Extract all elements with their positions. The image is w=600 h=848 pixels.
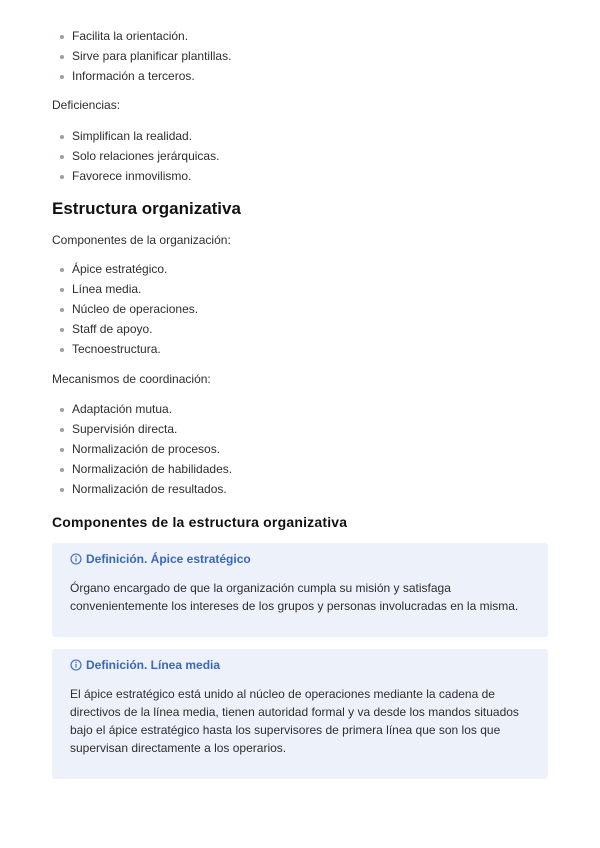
- deficiencias-label: Deficiencias:: [52, 98, 121, 112]
- info-circle-icon: [70, 553, 86, 565]
- list-ventajas: [52, 26, 548, 86]
- callout-definition-apice: [52, 543, 548, 637]
- list-item: Supervisión directa.: [72, 419, 548, 439]
- list-item: Normalización de habilidades.: [72, 459, 548, 479]
- callout-title: [70, 657, 530, 673]
- list-componentes: [52, 259, 548, 359]
- list-item: Sirve para planificar plantillas.: [72, 46, 548, 66]
- callout-title-text: Definición. Ápice estratégico: [86, 552, 251, 566]
- callout-title: [70, 551, 530, 567]
- list-item: Normalización de resultados.: [72, 479, 548, 499]
- callout-body: Órgano encargado de que la organización cumpla su misión y satisfaga convenientemente los intereses de los grupos y personas involucradas en la misma.: [70, 581, 519, 613]
- section-title: Estructura organizativa: [52, 199, 241, 218]
- callout-body: El ápice estratégico está unido al núcleo de operaciones mediante la cadena de directivos de la línea media, tienen autoridad formal y va desde los mandos situados bajo el ápice estratégico hasta los supervisores de primera línea que son los que supervisan directamente a los operarios.: [70, 687, 519, 755]
- list-item: Simplifican la realidad.: [72, 126, 548, 146]
- list-item: Tecnoestructura.: [72, 339, 548, 359]
- mecanismos-label: Mecanismos de coordinación:: [52, 372, 211, 386]
- list-item: Núcleo de operaciones.: [72, 299, 548, 319]
- info-circle-icon: [70, 659, 86, 671]
- list-deficiencias: [52, 126, 548, 186]
- list-item: Ápice estratégico.: [72, 259, 548, 279]
- list-mecanismos: [52, 399, 548, 499]
- list-item: Facilita la orientación.: [72, 26, 548, 46]
- list-item: Adaptación mutua.: [72, 399, 548, 419]
- list-item: Normalización de procesos.: [72, 439, 548, 459]
- componentes-label: Componentes de la organización:: [52, 233, 231, 247]
- list-item: Favorece inmovilismo.: [72, 166, 548, 186]
- list-item: Línea media.: [72, 279, 548, 299]
- list-item: Staff de apoyo.: [72, 319, 548, 339]
- callout-title-text: Definición. Línea media: [86, 658, 221, 672]
- subsection-title: Componentes de la estructura organizativa: [52, 514, 348, 530]
- list-item: Solo relaciones jerárquicas.: [72, 146, 548, 166]
- callout-definition-linea-media: [52, 649, 548, 779]
- list-item: Información a terceros.: [72, 66, 548, 86]
